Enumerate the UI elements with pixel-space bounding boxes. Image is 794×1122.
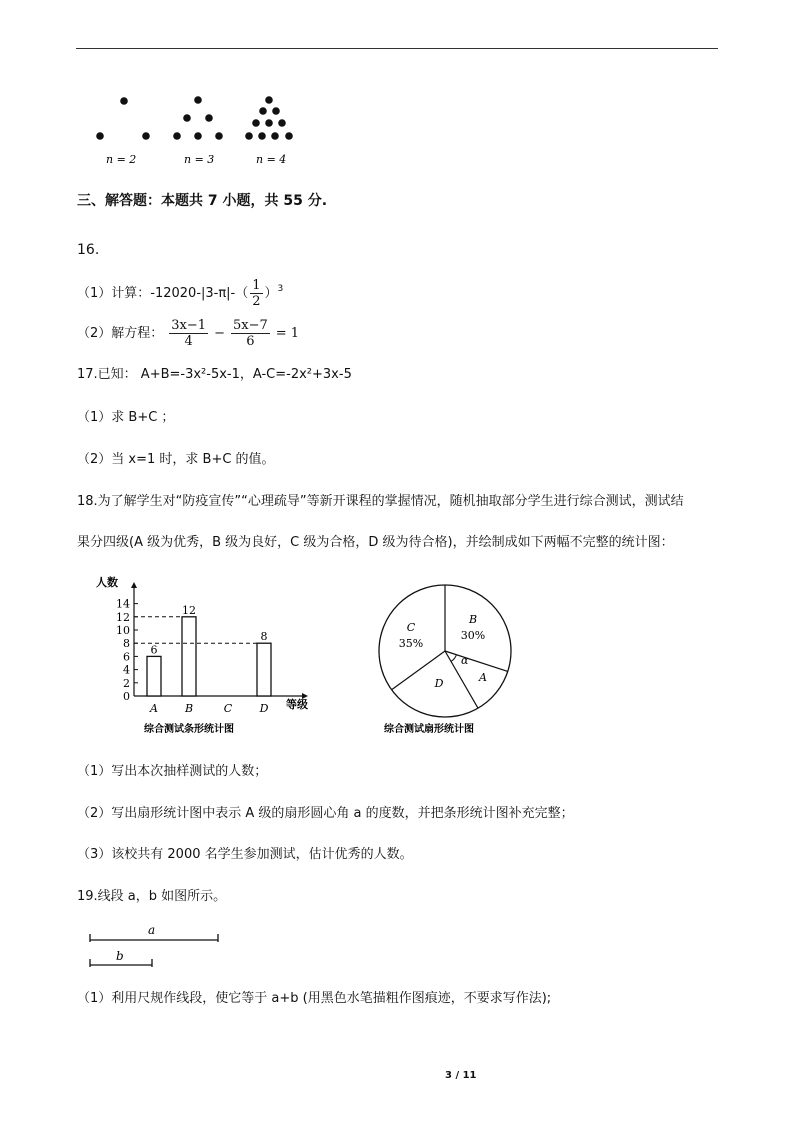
y-tick-label: 2 [123,676,130,690]
section3-heading: 三、解答题：本题共 7 小题，共 55 分. [77,193,328,209]
dot-pattern-figure [88,90,308,170]
pie-chart-title: 综合测试扇形统计图 [384,724,474,735]
y-tick-label: 10 [116,624,130,637]
header-rule [76,48,718,49]
fraction-denominator: 2 [252,294,261,309]
slice-label-D: D [434,677,444,690]
y-tick-label: 8 [123,637,130,651]
pattern-label-n4: n = 4 [256,153,287,166]
bar-chart-xlabel: 等级 [286,698,308,711]
segment-a-label: a [148,923,156,937]
q16-part1-close: ） [264,285,278,301]
fraction-numerator: 1 [252,278,261,293]
q19-part1: （1）利用尺规作线段，使它等于 a+b (用黑色水笔描粗作图痕迹，不要求写作法); [77,991,552,1006]
bar-chart [92,572,312,740]
y-tick-label: 12 [116,610,130,624]
pie-chart [370,578,540,740]
slice-percent-C: 35% [398,637,424,650]
fraction-denominator: 6 [246,334,255,349]
slice-percent-B: 30% [460,629,486,642]
q16-number: 16. [77,242,100,258]
q16-part1-fraction [250,278,262,309]
q17-stem: 17.已知： A+B=-3x²-5x-1，A-C=-2x²+3x-5 [77,367,352,382]
x-tick-label: A [150,702,158,715]
alpha-label: α [461,654,469,667]
y-tick-label: 14 [116,597,130,611]
q18-part3: （3）该校共有 2000 名学生参加测试，估计优秀的人数。 [77,847,413,862]
q16-part1 [77,278,283,309]
x-tick-label: D [259,702,269,715]
q17-part1: （1）求 B+C ； [77,410,175,425]
q18-stem-line1: 18.为了解学生对“防疫宣传”“心理疏导”等新开课程的掌握情况，随机抽取部分学生进行综合测试，测试结 [77,494,684,509]
fraction-denominator: 4 [184,334,193,349]
bar-data-label: 8 [260,630,268,644]
slice-label-C: C [406,621,416,634]
page-number: 3 / 11 [445,1070,477,1081]
bar-data-label: 12 [182,603,196,617]
bar-data-label: 6 [150,643,158,657]
y-tick-label: 6 [123,650,130,664]
x-tick-label: B [184,702,194,715]
fraction-numerator: 3x−1 [171,318,207,333]
bar-chart-ylabel: 人数 [96,576,118,589]
q18-part2: （2）写出扇形统计图中表示 A 级的扇形圆心角 a 的度数，并把条形统计图补充完整； [77,806,574,821]
q18-stem-line2: 果分四级(A 级为优秀，B 级为良好，C 级为合格，D 级为待合格)，并绘制成如下两幅不完整的统计图： [77,535,674,550]
bar-D [257,643,271,696]
bar-chart-title: 综合测试条形统计图 [144,724,234,735]
y-tick-label: 0 [123,690,130,703]
q16-part2-prefix: （2）解方程： [77,325,164,341]
q18-part1: （1）写出本次抽样测试的人数； [77,764,268,779]
q16-part2-minus: − [214,325,225,341]
q16-part2-equals: = 1 [275,325,300,341]
q19-stem: 19.线段 a，b 如图所示。 [77,889,227,904]
q16-part2 [77,318,299,349]
bar-B [182,617,196,696]
segments-figure [84,920,234,970]
q16-part1-prefix: （1）计算：-12020-|3-π|-（ [77,285,249,301]
x-tick-label: C [223,702,233,715]
slice-label-A: A [479,671,487,684]
pattern-label-n2: n = 2 [106,153,137,166]
y-tick-label: 4 [123,663,130,677]
y-axis-arrow [131,582,137,588]
segment-b-label: b [116,949,124,963]
pattern-label-n3: n = 3 [184,153,215,166]
q16-part2-fraction1 [169,318,208,349]
fraction-numerator: 5x−7 [232,318,268,333]
q17-part2: （2）当 x=1 时，求 B+C 的值。 [77,452,275,467]
pattern-n2 [96,97,150,140]
bar-A [147,656,161,696]
q16-part1-exponent: 3 [277,284,284,294]
pattern-n3 [173,96,223,140]
pattern-n4 [245,96,293,140]
slice-label-B: B [468,613,478,626]
q16-part2-fraction2 [231,318,270,349]
